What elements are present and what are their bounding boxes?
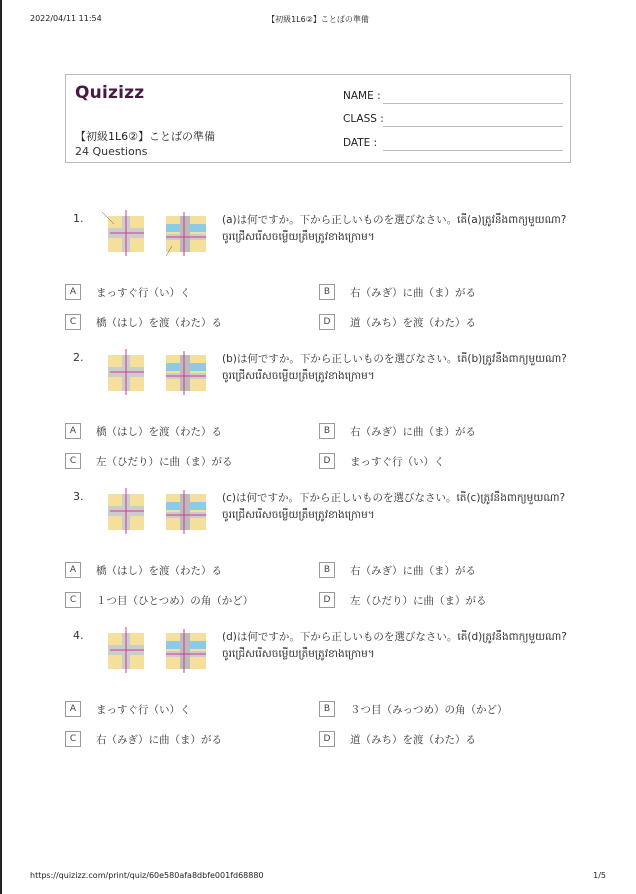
option-text: 左（ひだり）に曲（ま）がる xyxy=(350,595,487,607)
question-text: (b)は何ですか。下から正しいものを選びなさい。តើ(b)ត្រូវនឹងពាក្យមួយណា? ចូរជ្រើសរើសចម្លើយត្រឹមត្រូវខាងក្រោម។ xyxy=(222,353,567,382)
print-date: 2022/04/11 11:54 xyxy=(30,14,102,23)
quiz-header-box xyxy=(65,74,571,163)
option-text: 右（みぎ）に曲（ま）がる xyxy=(350,426,476,438)
option-text: 道（みち）を渡（わた）る xyxy=(350,317,476,329)
question-text: (d)は何ですか。下から正しいものを選びなさい。តើ(d)ត្រូវនឹងពាក្យមួយណា? ចូរជ្រើសរើសចម្លើយត្រឹមត្រូវខាងក្រោម។ xyxy=(222,631,567,660)
option-text: まっすぐ行（い）く xyxy=(350,456,445,468)
map-diagram-icon xyxy=(100,627,212,675)
question-text: (a)は何ですか。下から正しいものを選びなさい。តើ(a)ត្រូវនឹងពាក្យមួយណា? ចូរជ្រើសរើសចម្លើយត្រឹមត្រូវខាងក្រោម។ xyxy=(222,214,567,243)
question-number: 1. xyxy=(73,212,84,225)
question-4 xyxy=(65,629,575,759)
option-text: 右（みぎ）に曲（ま）がる xyxy=(350,287,476,299)
date-field xyxy=(343,137,377,149)
option-letter: A xyxy=(65,423,81,439)
option-letter: C xyxy=(65,592,81,608)
option-letter: A xyxy=(65,701,81,717)
quizizz-logo: Quizizz xyxy=(75,83,145,103)
map-diagram-icon xyxy=(100,488,212,536)
name-label: NAME : xyxy=(343,90,381,102)
question-number: 2. xyxy=(73,351,84,364)
page-left-border xyxy=(0,0,2,894)
option-letter: B xyxy=(319,284,335,300)
option-letter: B xyxy=(319,562,335,578)
option-letter: A xyxy=(65,284,81,300)
question-count: 24 Questions xyxy=(75,145,148,158)
question-number: 3. xyxy=(73,490,84,503)
option-letter: C xyxy=(65,453,81,469)
name-line xyxy=(383,103,563,104)
print-footer xyxy=(30,871,606,885)
class-label: CLASS : xyxy=(343,113,384,125)
question-text: (c)は何ですか。下から正しいものを選びなさい。តើ(c)ត្រូវនឹងពាក្យមួយណា? ចូរជ្រើសរើសចម្លើយត្រឹមត្រូវខាងក្រោម។ xyxy=(222,492,566,521)
question-2 xyxy=(65,351,575,481)
question-1 xyxy=(65,212,575,342)
option-letter: B xyxy=(319,423,335,439)
date-label: DATE : xyxy=(343,137,378,149)
date-line xyxy=(383,150,563,151)
option-text: 右（みぎ）に曲（ま）がる xyxy=(350,565,476,577)
option-text: ３つ目（みっつめ）の角（かど） xyxy=(350,704,508,716)
option-letter: C xyxy=(65,731,81,747)
class-field xyxy=(343,113,384,125)
map-diagram-icon xyxy=(100,349,212,397)
quiz-title: 【初級1L6②】ことばの準備 xyxy=(75,130,215,143)
option-text: 右（みぎ）に曲（ま）がる xyxy=(96,734,222,746)
option-letter: C xyxy=(65,314,81,330)
page-number: 1/5 xyxy=(593,871,606,880)
class-line xyxy=(383,126,563,127)
print-title: 【初級1L6②】ことばの準備 xyxy=(267,15,369,24)
option-text: 道（みち）を渡（わた）る xyxy=(350,734,476,746)
option-letter: D xyxy=(319,453,335,469)
option-text: 橋（はし）を渡（わた）る xyxy=(96,565,222,577)
option-letter: D xyxy=(319,731,335,747)
print-header xyxy=(30,14,606,28)
option-text: まっすぐ行（い）く xyxy=(96,287,191,299)
name-field xyxy=(343,90,381,102)
option-text: １つ目（ひとつめ）の角（かど） xyxy=(96,595,254,607)
question-number: 4. xyxy=(73,629,84,642)
option-letter: D xyxy=(319,314,335,330)
option-letter: B xyxy=(319,701,335,717)
option-text: まっすぐ行（い）く xyxy=(96,704,191,716)
map-diagram-icon xyxy=(100,210,212,258)
option-letter: A xyxy=(65,562,81,578)
question-3 xyxy=(65,490,575,620)
option-text: 左（ひだり）に曲（ま）がる xyxy=(96,456,233,468)
option-text: 橋（はし）を渡（わた）る xyxy=(96,317,222,329)
print-url: https://quizizz.com/print/quiz/60e580afa8dbfe001fd68880 xyxy=(30,871,264,880)
option-text: 橋（はし）を渡（わた）る xyxy=(96,426,222,438)
option-letter: D xyxy=(319,592,335,608)
